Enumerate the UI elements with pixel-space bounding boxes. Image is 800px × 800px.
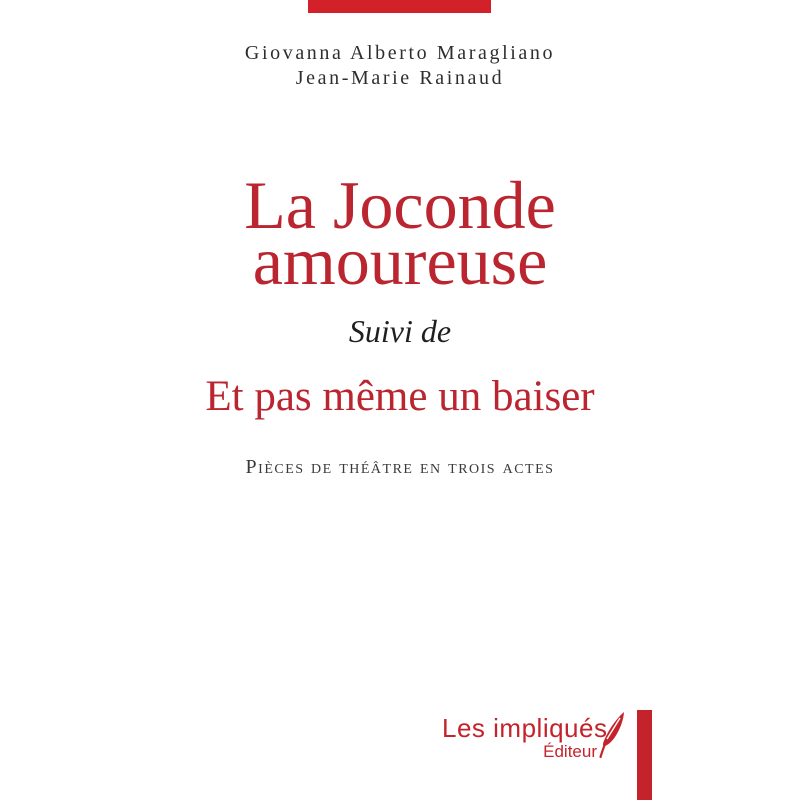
author-names [0,41,800,91]
genre-subtitle: Pièces de théâtre en trois actes [245,456,555,478]
main-title [0,167,800,299]
publisher-logo [442,713,608,761]
feather-quill-icon [599,711,626,759]
author-line-2: Jean-Marie Rainaud [295,67,505,89]
publisher-tagline: Éditeur [543,742,597,761]
second-title: Et pas même un baiser [205,373,595,420]
main-title-line-1: La Joconde [244,167,556,243]
publisher-name: Les impliqués [442,713,608,743]
feather-stem [601,744,606,757]
top-accent-bar [308,0,491,13]
author-line-1: Giovanna Alberto Maragliano [244,42,556,64]
bottom-right-accent-bar [637,710,652,800]
series-note: Suivi de [348,313,452,349]
main-title-line-2: amoureuse [252,223,548,299]
